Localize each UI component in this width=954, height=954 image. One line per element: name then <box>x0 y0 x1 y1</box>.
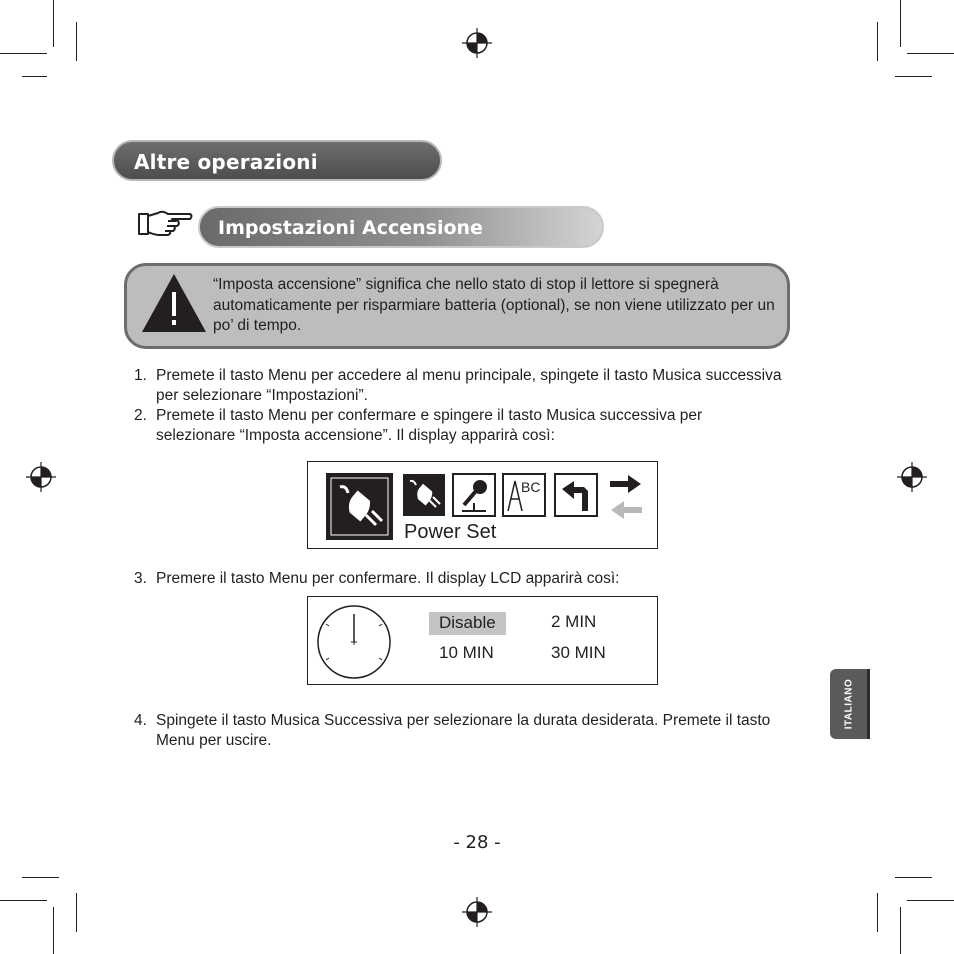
subsection-title: Impostazioni Accensione <box>218 217 483 239</box>
power-plug-icon <box>326 473 393 540</box>
steps-list-bottom <box>134 711 784 751</box>
crop-mark <box>22 76 47 77</box>
step-2 <box>134 406 784 446</box>
crop-mark <box>895 76 932 77</box>
crop-mark <box>0 53 47 54</box>
abc-icon-text: BC <box>521 479 541 495</box>
crop-mark <box>76 893 77 932</box>
step-text: Premere il tasto Menu per confermare. Il display LCD apparirà così: <box>156 570 620 587</box>
clock-icon <box>316 604 392 680</box>
lcd-menu-label: Power Set <box>404 521 497 543</box>
crop-mark <box>53 0 54 47</box>
power-plug-icon <box>402 473 446 517</box>
page-number: - 28 - <box>453 832 501 853</box>
crop-mark <box>0 900 47 901</box>
crop-mark <box>907 900 954 901</box>
registration-mark-icon <box>897 462 927 492</box>
steps-list-top <box>134 366 784 446</box>
step-number: 2. <box>134 407 147 424</box>
subsection-title-banner <box>198 206 604 248</box>
crop-mark <box>895 877 932 878</box>
option-10-min: 10 MIN <box>439 643 494 662</box>
registration-mark-icon <box>462 897 492 927</box>
crop-mark <box>900 907 901 954</box>
crop-mark <box>900 0 901 47</box>
registration-mark-icon <box>462 28 492 58</box>
step-text: Premete il tasto Menu per accedere al menu principale, spingete il tasto Musica successiva per selezionare “Impostazioni”. <box>156 367 782 404</box>
lcd-menu-display <box>307 461 658 549</box>
option-disable-selected: Disable <box>429 612 506 635</box>
crop-mark <box>53 907 54 954</box>
lcd-options-display <box>307 596 658 685</box>
step-3 <box>134 569 784 589</box>
language-side-tab <box>830 669 870 739</box>
step-number: 4. <box>134 712 147 729</box>
step-number: 1. <box>134 367 147 384</box>
warning-triangle-icon <box>140 272 208 334</box>
pointing-hand-icon <box>138 208 194 240</box>
crop-mark <box>877 893 878 932</box>
crop-mark <box>907 53 954 54</box>
section-title: Altre operazioni <box>134 150 318 174</box>
warning-text: “Imposta accensione” significa che nello stato di stop il lettore si spegnerà automaticamente per risparmiare batteria (optional), se non viene utilizzato per un po’ di tempo. <box>213 276 775 334</box>
step-text: Premete il tasto Menu per confermare e spingere il tasto Musica successiva per selezionare “Imposta accensione”. Il display apparirà così: <box>156 407 703 444</box>
crop-mark <box>22 877 59 878</box>
step-text: Spingete il tasto Musica Successiva per selezionare la durata desiderata. Premete il tasto Menu per uscire. <box>156 712 771 749</box>
option-2-min: 2 MIN <box>551 612 597 631</box>
step-number: 3. <box>134 570 147 587</box>
step-1 <box>134 366 784 406</box>
left-arrow-icon <box>610 500 642 520</box>
right-arrow-icon <box>610 474 642 494</box>
step-4 <box>134 711 784 751</box>
abc-icon <box>502 473 546 517</box>
registration-mark-icon <box>26 462 56 492</box>
microphone-icon <box>452 473 496 517</box>
language-label: ITALIANO <box>843 678 854 730</box>
section-title-banner <box>112 140 442 181</box>
exit-arrow-icon <box>554 473 598 517</box>
crop-mark <box>877 22 878 61</box>
steps-list-middle <box>134 569 784 589</box>
option-30-min: 30 MIN <box>551 643 606 662</box>
crop-mark <box>76 22 77 61</box>
